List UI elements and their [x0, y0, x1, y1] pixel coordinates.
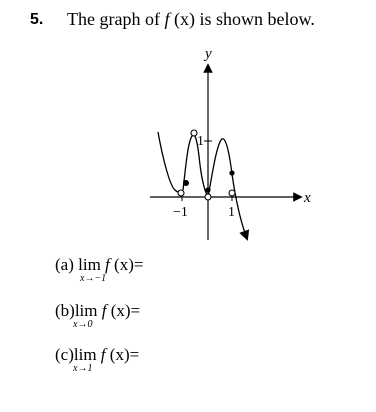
open-point-origin	[205, 194, 211, 200]
open-point-1	[229, 190, 235, 196]
part-c-subscript: x→1	[73, 363, 93, 374]
part-c-arg: (x)=	[105, 345, 140, 364]
filled-point-neg1	[183, 180, 189, 186]
tick-label-1: 1	[228, 205, 235, 220]
curve-right-branch	[208, 139, 246, 236]
curve-left-branch	[158, 132, 181, 192]
part-c	[55, 345, 140, 374]
question-prompt	[67, 9, 315, 30]
part-a-label: (a) lim	[55, 255, 106, 274]
question-number: 5.	[30, 11, 44, 28]
tick-label-y1: 1	[197, 134, 204, 149]
part-b-subscript: x→0	[73, 319, 93, 330]
part-c-label: (c)lim	[55, 345, 101, 364]
part-a-arg: (x)=	[109, 255, 144, 274]
part-b	[55, 301, 141, 330]
part-c-function: f	[100, 345, 106, 364]
curve-middle-branch	[183, 135, 208, 197]
prompt-text-before: The graph of	[67, 9, 165, 29]
part-b-arg: (x)=	[106, 301, 141, 320]
part-a-function: f	[105, 255, 110, 274]
part-b-function: f	[101, 301, 107, 320]
part-b-label: (b)lim	[55, 301, 102, 320]
filled-point-origin	[205, 187, 210, 192]
prompt-function-arg: (x)	[169, 9, 195, 29]
function-graph	[150, 44, 320, 244]
prompt-text-after: is shown below.	[194, 9, 315, 29]
filled-point-1	[229, 170, 234, 175]
open-point-neg1	[178, 190, 184, 196]
part-a	[55, 255, 144, 284]
prompt-function-name: f	[164, 9, 170, 29]
x-axis-label: x	[304, 190, 311, 206]
tick-label-neg1: −1	[173, 205, 188, 220]
y-axis-label: y	[205, 46, 212, 62]
part-a-subscript: x→−1	[80, 273, 107, 284]
